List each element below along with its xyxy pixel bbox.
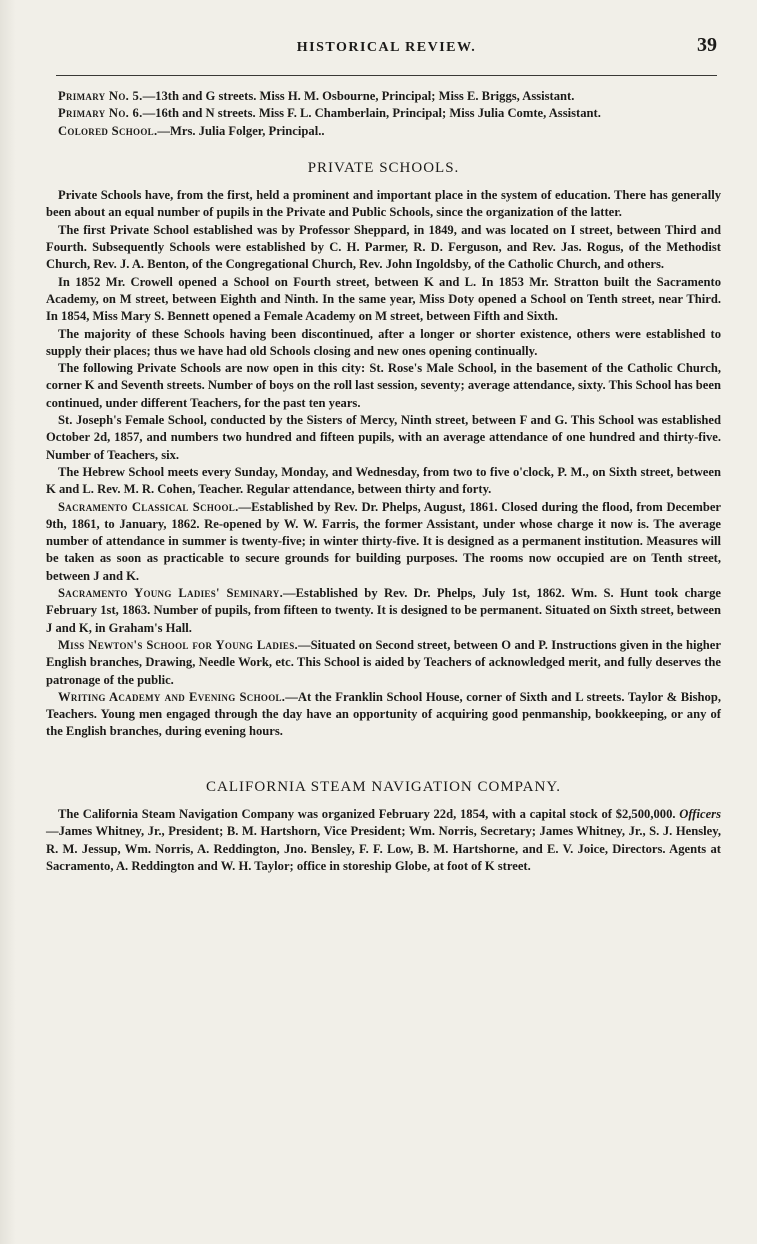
entry-text: —Established by Rev. Dr. Phelps, August, 1861. Closed during the flood, from December 9th, 1861, to January, 1862. Re-opened by W. W. Farris, the former Assistant, under whose charge it now is. The average number of attendance in summer is twenty-five; in winter thirty-five. It is designed as a permanent institution. Measures will be taken as soon as practicable to secure grounds for building purposes. The rooms now occupied are on Tenth street, between J and K. bbox=[46, 499, 722, 583]
entry-text: —Mrs. Julia Folger, Principal.. bbox=[157, 123, 325, 138]
paragraph-ladies-seminary bbox=[46, 585, 721, 637]
page-text bbox=[46, 88, 721, 875]
entry-label: Primary No. 5. bbox=[58, 89, 143, 103]
paragraph: In 1852 Mr. Crowell opened a School on Fourth street, between K and L. In 1853 Mr. Stratton built the Sacramento Academy, on M street, between Eighth and Ninth. In the same year, Miss Doty opened a School on Tenth street, near Third. In 1854, Miss Mary S. Bennett opened a Female Academy on M street, between Fifth and Sixth. bbox=[46, 274, 721, 324]
paragraph: The first Private School established was by Professor Sheppard, in 1849, and was located on I street, between Third and Fourth. Subsequently Schools were established by C. H. Parmer, R. D. Ferguson, and Rev. Jas. Rogus, of the Methodist Church, Rev. J. A. Benton, of the Congregational Church, Rev. John Ingoldsby, of the Catholic Church, and others. bbox=[46, 222, 721, 272]
entry-text: —At the Franklin School House, corner of Sixth and L streets. Taylor & Bishop, Teachers. Young men engaged through the day have an opportunity of acquiring good penmanship, bookkeeping, or any of the English branches, during evening hours. bbox=[46, 689, 721, 739]
paragraph: The Hebrew School meets every Sunday, Monday, and Wednesday, from two to five o'clock, P. M., on Sixth street, between K and L. Rev. M. R. Cohen, Teacher. Regular attendance, between thirty and forty. bbox=[46, 464, 721, 497]
page-number: 39 bbox=[697, 34, 717, 56]
paragraph-writing-academy bbox=[46, 689, 721, 741]
entry-text: —13th and G streets. Miss H. M. Osbourne, Principal; Miss E. Briggs, Assistant. bbox=[142, 89, 575, 103]
paragraph-classical-school bbox=[46, 499, 721, 585]
paragraph-primary-6 bbox=[46, 105, 721, 122]
header-rule bbox=[56, 75, 717, 76]
entry-label: Sacramento Classical School. bbox=[58, 499, 239, 514]
paragraph-primary-5 bbox=[46, 88, 721, 105]
entry-text: —Situated on Second street, between O and P. Instructions given in the higher English branches, Drawing, Needle Work, etc. This School is aided by Teachers of acknowledged merit, and fully deserves the patronage of the public. bbox=[46, 637, 721, 687]
entry-text: —16th and N streets. Miss F. L. Chamberlain, Principal; Miss Julia Comte, Assistant. bbox=[142, 106, 601, 121]
paragraph-navigation-company bbox=[46, 806, 721, 875]
running-title: HISTORICAL REVIEW. bbox=[296, 40, 477, 55]
entry-label: Primary No. 6. bbox=[58, 106, 143, 121]
officers-label: Officers bbox=[679, 806, 721, 821]
entry-label: Writing Academy and Evening School. bbox=[58, 689, 286, 704]
paragraph-colored-school bbox=[46, 123, 721, 140]
section-heading-navigation-company: CALIFORNIA STEAM NAVIGATION COMPANY. bbox=[206, 778, 561, 795]
entry-label: Miss Newton's School for Young Ladies. bbox=[58, 637, 298, 652]
entry-text: The California Steam Navigation Company was organized February 22d, 1854, with a capital stock of $2,500,000. bbox=[58, 806, 680, 821]
running-head bbox=[56, 34, 717, 70]
section-heading-private-schools: PRIVATE SCHOOLS. bbox=[307, 159, 460, 176]
entry-label: Colored School. bbox=[58, 123, 158, 138]
paragraph: Private Schools have, from the first, held a prominent and important place in the system of education. There has generally been about an equal number of pupils in the Private and Public Schools, since the organization of the latter. bbox=[46, 188, 721, 220]
entry-label: Sacramento Young Ladies' Seminary. bbox=[58, 586, 284, 601]
entry-text: —Established by Rev. Dr. Phelps, July 1st, 1862. Wm. S. Hunt took charge February 1st, 1863. Number of pupils, from fifteen to twenty. It is designed to be permanent. Situated on Sixth street, between J and K, in Graham's Hall. bbox=[46, 586, 721, 635]
paragraph-newton-school bbox=[46, 637, 721, 689]
paragraph: St. Joseph's Female School, conducted by the Sisters of Mercy, Ninth street, between F and G. This School was established October 2d, 1857, and numbers two hundred and fifteen pupils, with an average attendance of one hundred and thirty-five. Number of Teachers, six. bbox=[46, 413, 721, 462]
binding-shadow bbox=[0, 0, 16, 1244]
entry-text: —James Whitney, Jr., President; B. M. Hartshorn, Vice President; Wm. Norris, Secretary; James Whitney, Jr., S. J. Hensley, R. M. Jessup, Wm. Norris, A. Reddington, Jno. Bensley, F. F. Low, B. M. Hartshorne, and E. V. Joice, Directors. Agents at Sacramento, A. Reddington and W. H. Taylor; office in storeship Globe, at foot of K street. bbox=[46, 824, 721, 873]
paragraph: The following Private Schools are now open in this city: St. Rose's Male School, in the basement of the Catholic Church, corner K and Seventh streets. Number of boys on the roll last session, seventy; average attendance, sixty. This School has been continued, under different Teachers, for the past ten years. bbox=[46, 361, 721, 410]
paragraph: The majority of these Schools having been discontinued, after a longer or shorter existence, others were established to supply their places; thus we have had old Schools closing and new ones opening continually. bbox=[46, 326, 721, 358]
